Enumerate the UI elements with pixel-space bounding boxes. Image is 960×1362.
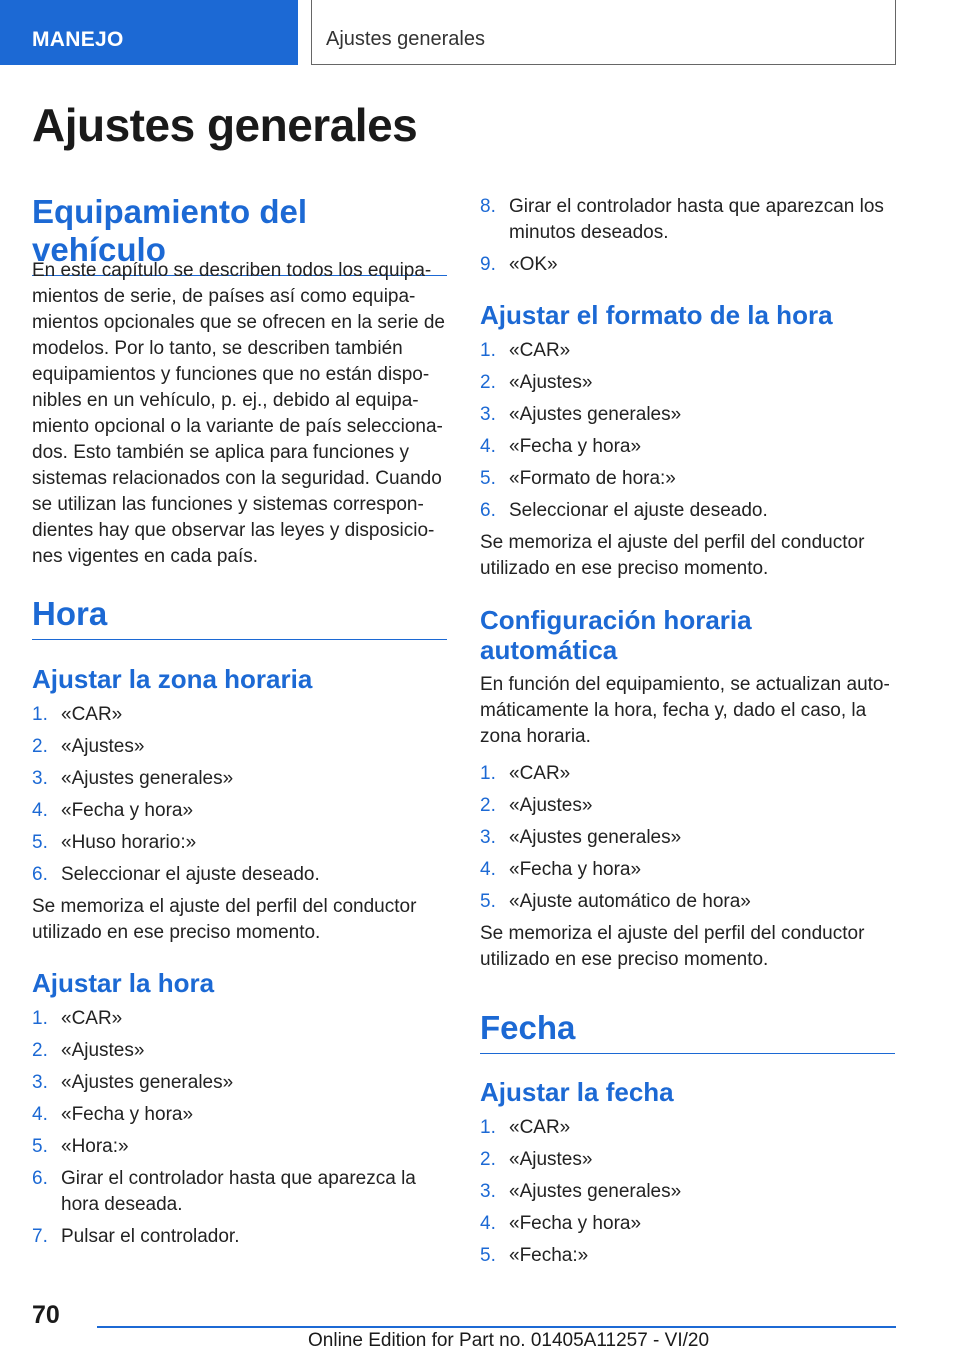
auto-note: Se memoriza el ajuste del perfil del conductor utilizado en ese preciso momento. [480,923,865,970]
header-section-tab: MANEJO [0,0,298,65]
fecha-steps-list [480,1115,895,1275]
zona-note: Se memoriza el ajuste del perfil del conductor utilizado en ese preciso momento. [32,896,417,943]
heading-formato-hora: Ajustar el formato de la hora [480,300,833,330]
heading-fecha: Fecha [480,1009,895,1054]
list-item: 5. «Hora:» [32,1136,129,1157]
list-item: 8. Girar el controlador hasta que aparezcan los minutos deseados. [480,196,884,243]
list-item: 6. Girar el controlador hasta que aparezca la hora deseada. [32,1168,416,1215]
heading-zona-horaria: Ajustar la zona horaria [32,664,313,694]
list-item: 3. «Ajustes generales» [480,404,682,425]
list-item: 6. Seleccionar el ajuste deseado. [32,864,320,885]
hora-steps-continued [480,194,895,284]
footer-divider [97,1326,896,1328]
list-item: 2. «Ajustes» [32,1040,145,1061]
heading-hora: Hora [32,595,447,640]
formato-steps-list [480,338,895,530]
list-item: 5. «Ajuste automático de hora» [480,891,751,912]
zona-steps-list [32,702,447,894]
list-item: 4. «Fecha y hora» [480,436,642,457]
formato-note: Se memoriza el ajuste del perfil del conductor utilizado en ese preciso momento. [480,532,865,579]
auto-steps-list [480,761,895,921]
header-chapter-title: Ajustes generales [311,0,896,65]
heading-configuracion-automatica: Configuración horaria automática [480,605,752,665]
list-item: 1. «CAR» [32,704,123,725]
list-item: 2. «Ajustes» [480,1149,593,1170]
list-item: 5. «Formato de hora:» [480,468,676,489]
list-item: 1. «CAR» [480,763,571,784]
list-item: 1. «CAR» [32,1008,123,1029]
list-item: 2. «Ajustes» [32,736,145,757]
list-item: 7. Pulsar el controlador. [32,1226,240,1247]
hora-steps-list [32,1006,447,1256]
list-item: 2. «Ajustes» [480,372,593,393]
list-item: 5. «Fecha:» [480,1245,589,1266]
list-item: 4. «Fecha y hora» [32,1104,194,1125]
list-item: 2. «Ajustes» [480,795,593,816]
list-item: 4. «Fecha y hora» [32,800,194,821]
list-item: 4. «Fecha y hora» [480,859,642,880]
list-item: 3. «Ajustes generales» [480,1181,682,1202]
list-item: 3. «Ajustes generales» [32,1072,234,1093]
page-number: 70 [32,1301,60,1329]
list-item: 3. «Ajustes generales» [32,768,234,789]
equipamiento-paragraph: En este capítulo se describen todos los equipa-mientos de serie, de países así como equipa-mientos opcionales que se ofrecen en la serie de modelos. Por lo tanto, se describen también equipamientos y funciones que no están dispo-nibles en un vehículo, p. ej., debido al equipa-miento opcional o la variante de país selecciona-dos. Esto también se aplica para funciones y sistemas relacionados con la seguridad. Cuando se utilizan las funciones y sistemas correspon-dientes hay que observar las leyes y disposicio-nes vigentes en cada país. [32,260,445,567]
list-item: 1. «CAR» [480,1117,571,1138]
list-item: 4. «Fecha y hora» [480,1213,642,1234]
heading-ajustar-fecha: Ajustar la fecha [480,1077,674,1107]
list-item: 9. «OK» [480,254,558,275]
page-title: Ajustes generales [32,99,418,151]
heading-ajustar-hora: Ajustar la hora [32,968,215,998]
auto-paragraph: En función del equipamiento, se actualizan auto-máticamente la hora, fecha y, dado el caso, la zona horaria. [480,674,890,747]
list-item: 1. «CAR» [480,340,571,361]
list-item: 5. «Huso horario:» [32,832,197,853]
footer-edition-text: Online Edition for Part no. 01405A11257 - VI/20 [308,1330,710,1351]
list-item: 6. Seleccionar el ajuste deseado. [480,500,768,521]
heading-equipamiento: Equipamiento del vehículo [32,193,447,276]
list-item: 3. «Ajustes generales» [480,827,682,848]
